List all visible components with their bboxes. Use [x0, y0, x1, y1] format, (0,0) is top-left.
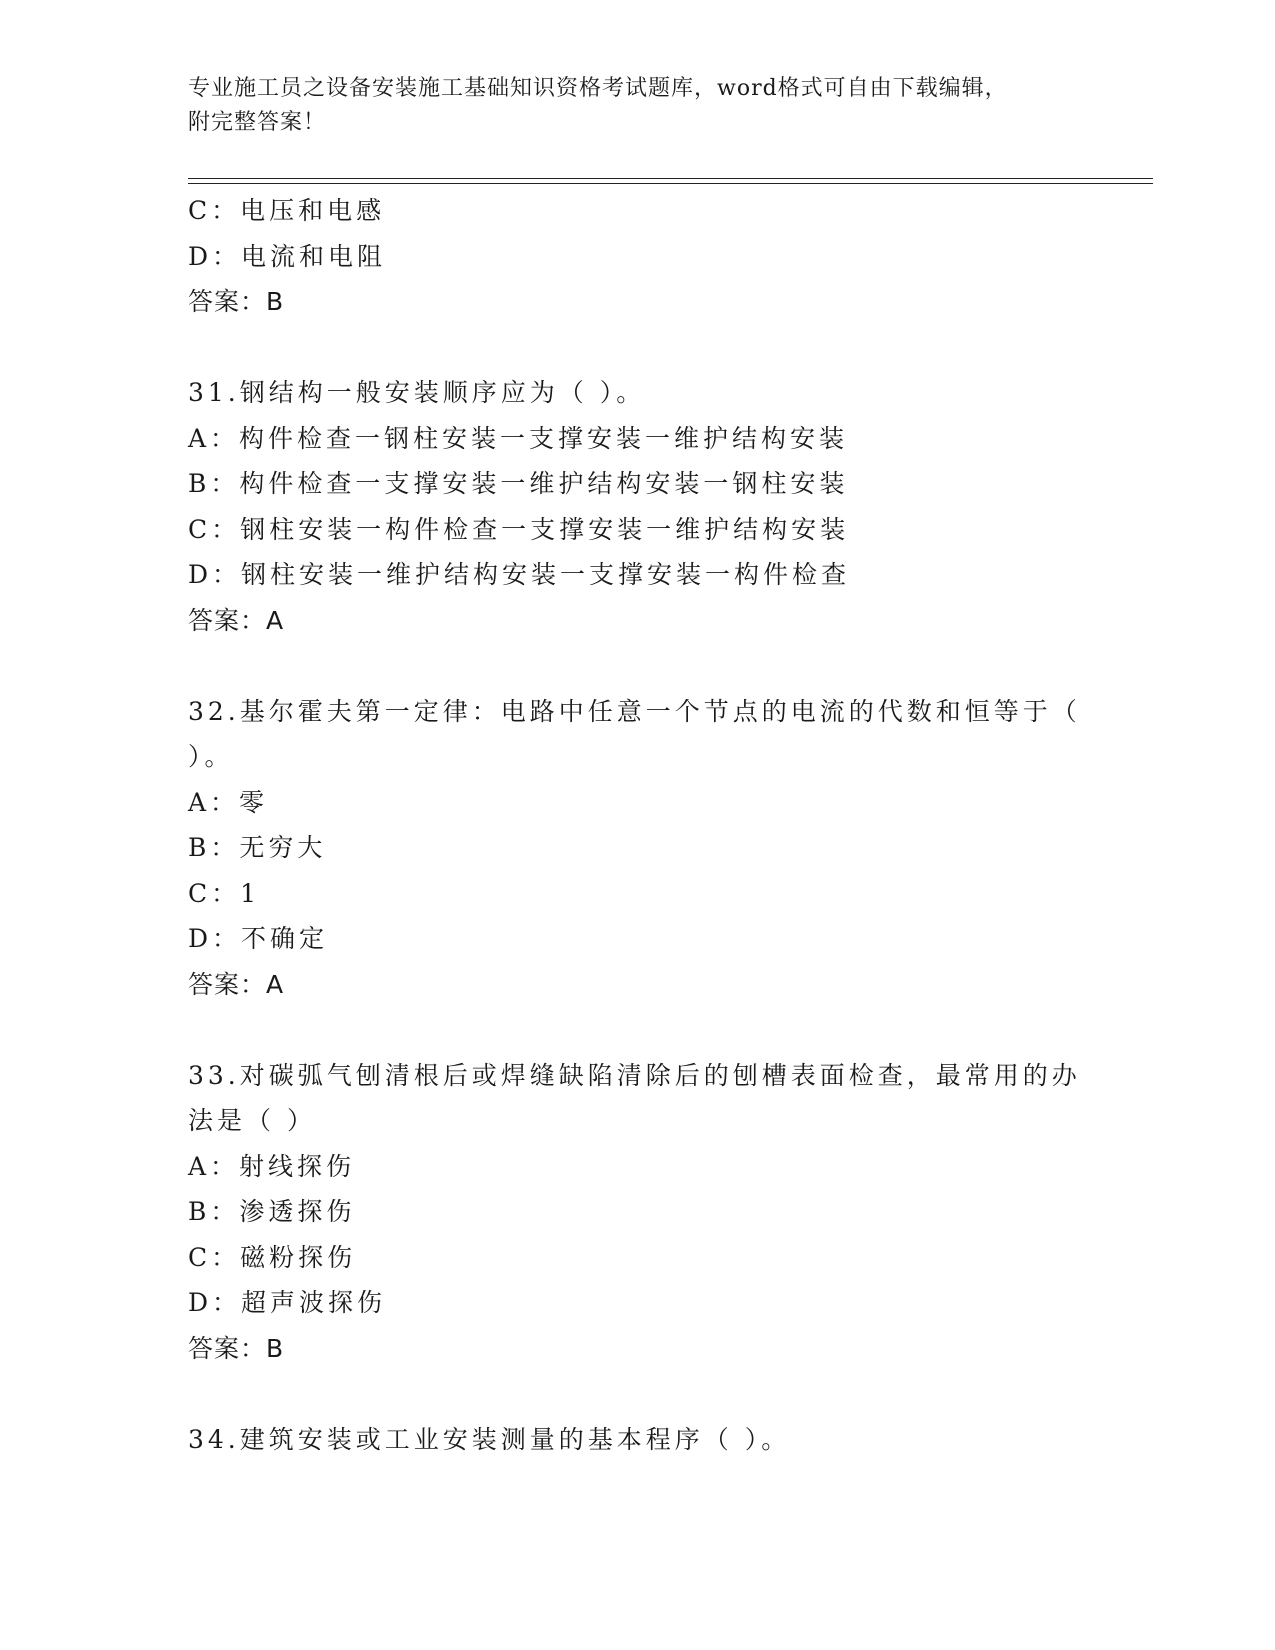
spacer	[188, 643, 1088, 689]
spacer	[188, 1007, 1088, 1053]
question-list	[188, 188, 1088, 1462]
question-30-tail	[188, 188, 1088, 325]
question-stem-line-1: 33.对碳弧气刨清根后或焊缝缺陷清除后的刨槽表面检查，最常用的办	[188, 1060, 1081, 1090]
option-d: D：电流和电阻	[188, 241, 387, 271]
option-c: C：电压和电感	[188, 196, 386, 225]
option-a: A：零	[188, 787, 269, 817]
answer: 答案：A	[188, 969, 285, 999]
answer: 答案：B	[188, 287, 285, 316]
option-b: B：构件检查一支撑安装一维护结构安装一钢柱安装	[188, 469, 849, 498]
spacer	[188, 325, 1088, 371]
question-stem-line-2: 法是（ ）	[188, 1106, 316, 1135]
answer: 答案：B	[188, 1333, 285, 1363]
option-d: D：不确定	[188, 924, 329, 953]
question-stem: 34.建筑安装或工业安装测量的基本程序（ ）。	[188, 1424, 791, 1454]
question-stem: 31.钢结构一般安装顺序应为（ ）。	[188, 378, 646, 407]
option-b: B：无穷大	[188, 833, 327, 862]
header-divider-bottom	[188, 183, 1153, 184]
question-stem-line-2: ）。	[188, 742, 234, 771]
question-33	[188, 1053, 1088, 1372]
question-stem-line-1: 32.基尔霍夫第一定律：电路中任意一个节点的电流的代数和恒等于（	[188, 696, 1081, 726]
question-34	[188, 1417, 1088, 1463]
option-a: A：射线探伤	[188, 1151, 356, 1181]
header-line-1: 专业施工员之设备安装施工基础知识资格考试题库，word格式可自由下载编辑，	[188, 76, 1008, 101]
option-d: D：超声波探伤	[188, 1288, 387, 1317]
document-header	[188, 72, 1088, 140]
option-a: A：构件检查一钢柱安装一支撑安装一维护结构安装	[188, 423, 849, 453]
header-line-2: 附完整答案！	[188, 110, 327, 135]
option-b: B：渗透探伤	[188, 1197, 356, 1226]
spacer	[188, 1371, 1088, 1417]
header-divider-top	[188, 178, 1153, 179]
option-c: C：磁粉探伤	[188, 1242, 357, 1272]
option-c: C：1	[188, 878, 261, 908]
question-32	[188, 689, 1088, 1008]
option-c: C：钢柱安装一构件检查一支撑安装一维护结构安装	[188, 514, 850, 544]
option-d: D：钢柱安装一维护结构安装一支撑安装一构件检查	[188, 560, 851, 589]
answer: 答案：A	[188, 605, 285, 635]
question-31	[188, 370, 1088, 643]
